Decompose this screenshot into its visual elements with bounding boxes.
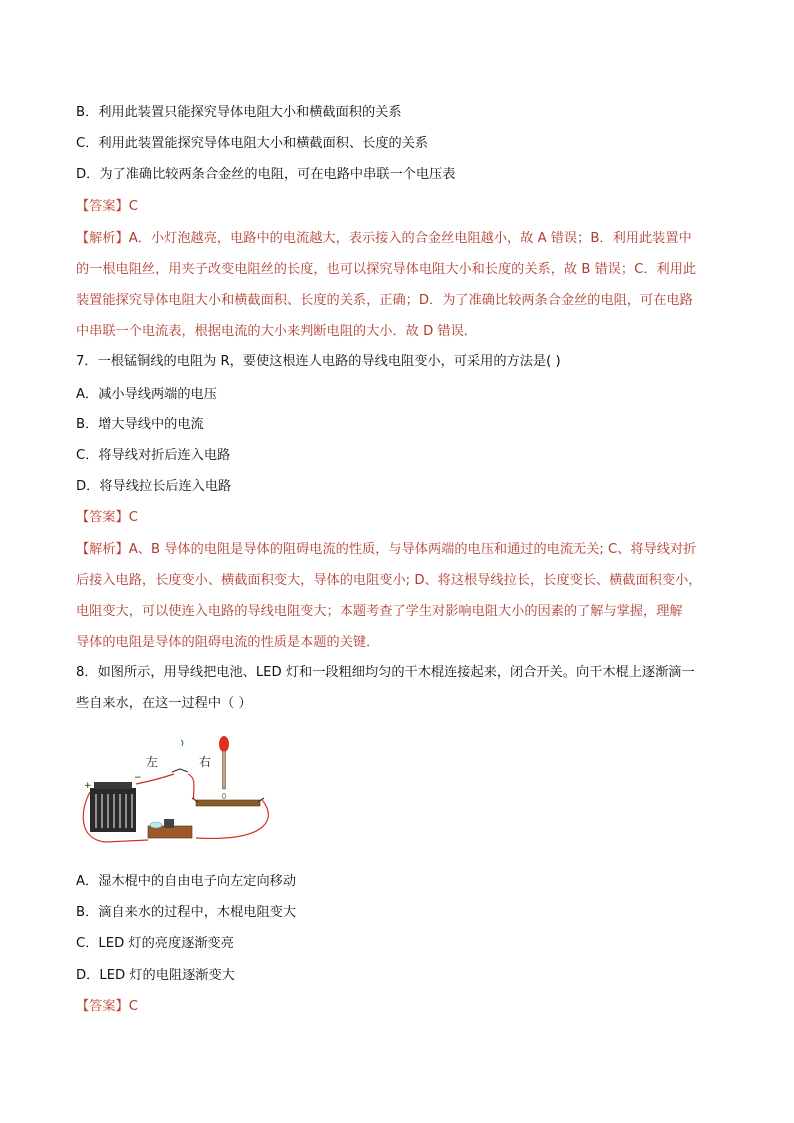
led-icon [172,769,188,772]
q6-analysis-line-4: 中串联一个电流表，根据电流的大小来判断电阻的大小．故 D 错误． [76,324,477,339]
battery-icon [90,788,136,832]
answer-value: C [128,510,138,525]
q7-analysis-line-2: 后接入电路，长度变小、横截面积变大，导体的电阻变小; D、将这根导线拉长，长度变长、横截面积变小， [76,573,702,588]
q8-stem-line-2: 些自来水，在这一过程中（ ） [76,696,252,711]
q7-analysis-line-3: 电阻变大，可以使连入电路的导线电阻变大；本题考查了学生对影响电阻大小的因素的了解与掌握，理解 [76,604,683,619]
q8-option-a: A．湿木棍中的自由电子向左定向移动 [76,874,297,889]
dropper-tube-icon [223,751,226,789]
svg-text:−: − [134,773,142,783]
switch-icon [164,819,174,828]
label-left: 左 [146,755,159,769]
answer-tag: 【答案】 [76,199,129,214]
battery-stripes [96,794,132,828]
answer-value: C [128,999,138,1014]
q8-option-b: B．滴自来水的过程中，木棍电阻变大 [76,905,297,920]
q6-analysis-line-1: 【解析】A．小灯泡越亮，电路中的电流越大，表示接入的合金丝电阻越小，故 A 错误；B．利用此装置中 [76,231,692,246]
circuit-figure [76,730,276,850]
q7-option-a: A．减小导线两端的电压 [76,387,217,402]
water-drop-icon [222,794,226,799]
answer-value: C [128,199,138,214]
q7-option-b: B．增大导线中的电流 [76,417,204,432]
answer-tag: 【答案】 [76,510,129,525]
q7-analysis-line-1: 【解析】A、B 导体的电阻是导体的阻碍电流的性质，与导体两端的电压和通过的电流无关; C、将导线对折 [76,542,697,557]
q6-answer [76,198,726,216]
switch-handle-icon [150,822,162,828]
answer-tag: 【答案】 [76,999,129,1014]
label-right: 右 [199,755,212,769]
q6-option-d: D．为了准确比较两条合金丝的电阻，可在电路中串联一个电压表 [76,167,456,182]
q6-analysis-line-2: 的一根电阻丝，用夹子改变电阻丝的长度，也可以探究导体电阻大小和长度的关系，故 B 错误；C．利用此 [76,262,697,277]
analysis-tag: 【解析】 [76,542,129,557]
led-mark-icon [181,740,183,746]
q7-option-d: D．将导线拉长后连入电路 [76,479,232,494]
circuit-diagram [76,730,276,850]
q6-option-c: C．利用此装置能探究导体电阻大小和横截面积、长度的关系 [76,136,429,151]
wooden-stick-icon [196,800,260,806]
q7-answer [76,509,726,527]
q6-analysis-line-3: 装置能探究导体电阻大小和横截面积、长度的关系，正确；D．为了准确比较两条合金丝的电阻，可在电路 [76,293,693,308]
dropper-bulb-icon [219,736,229,752]
q7-stem: 7．一根锰铜线的电阻为 R，要使这根连人电路的导线电阻变小，可采用的方法是( ) [76,354,561,369]
q8-answer [76,998,726,1016]
q6-option-b: B．利用此装置只能探究导体电阻大小和横截面积的关系 [76,105,402,120]
battery-top-icon [94,782,132,789]
analysis-tag: 【解析】 [76,231,129,246]
q8-option-d: D．LED 灯的电阻逐渐变大 [76,968,235,983]
svg-text:+: + [84,781,92,791]
q7-analysis-line-4: 导体的电阻是导体的阻碍电流的性质是本题的关键． [76,635,380,650]
q7-option-c: C．将导线对折后连入电路 [76,448,231,463]
q8-option-c: C．LED 灯的亮度逐渐变亮 [76,936,234,951]
q8-stem-line-1: 8．如图所示，用导线把电池、LED 灯和一段粗细均匀的干木棍连接起来，闭合开关。向干木棍上逐渐滴一 [76,665,695,680]
